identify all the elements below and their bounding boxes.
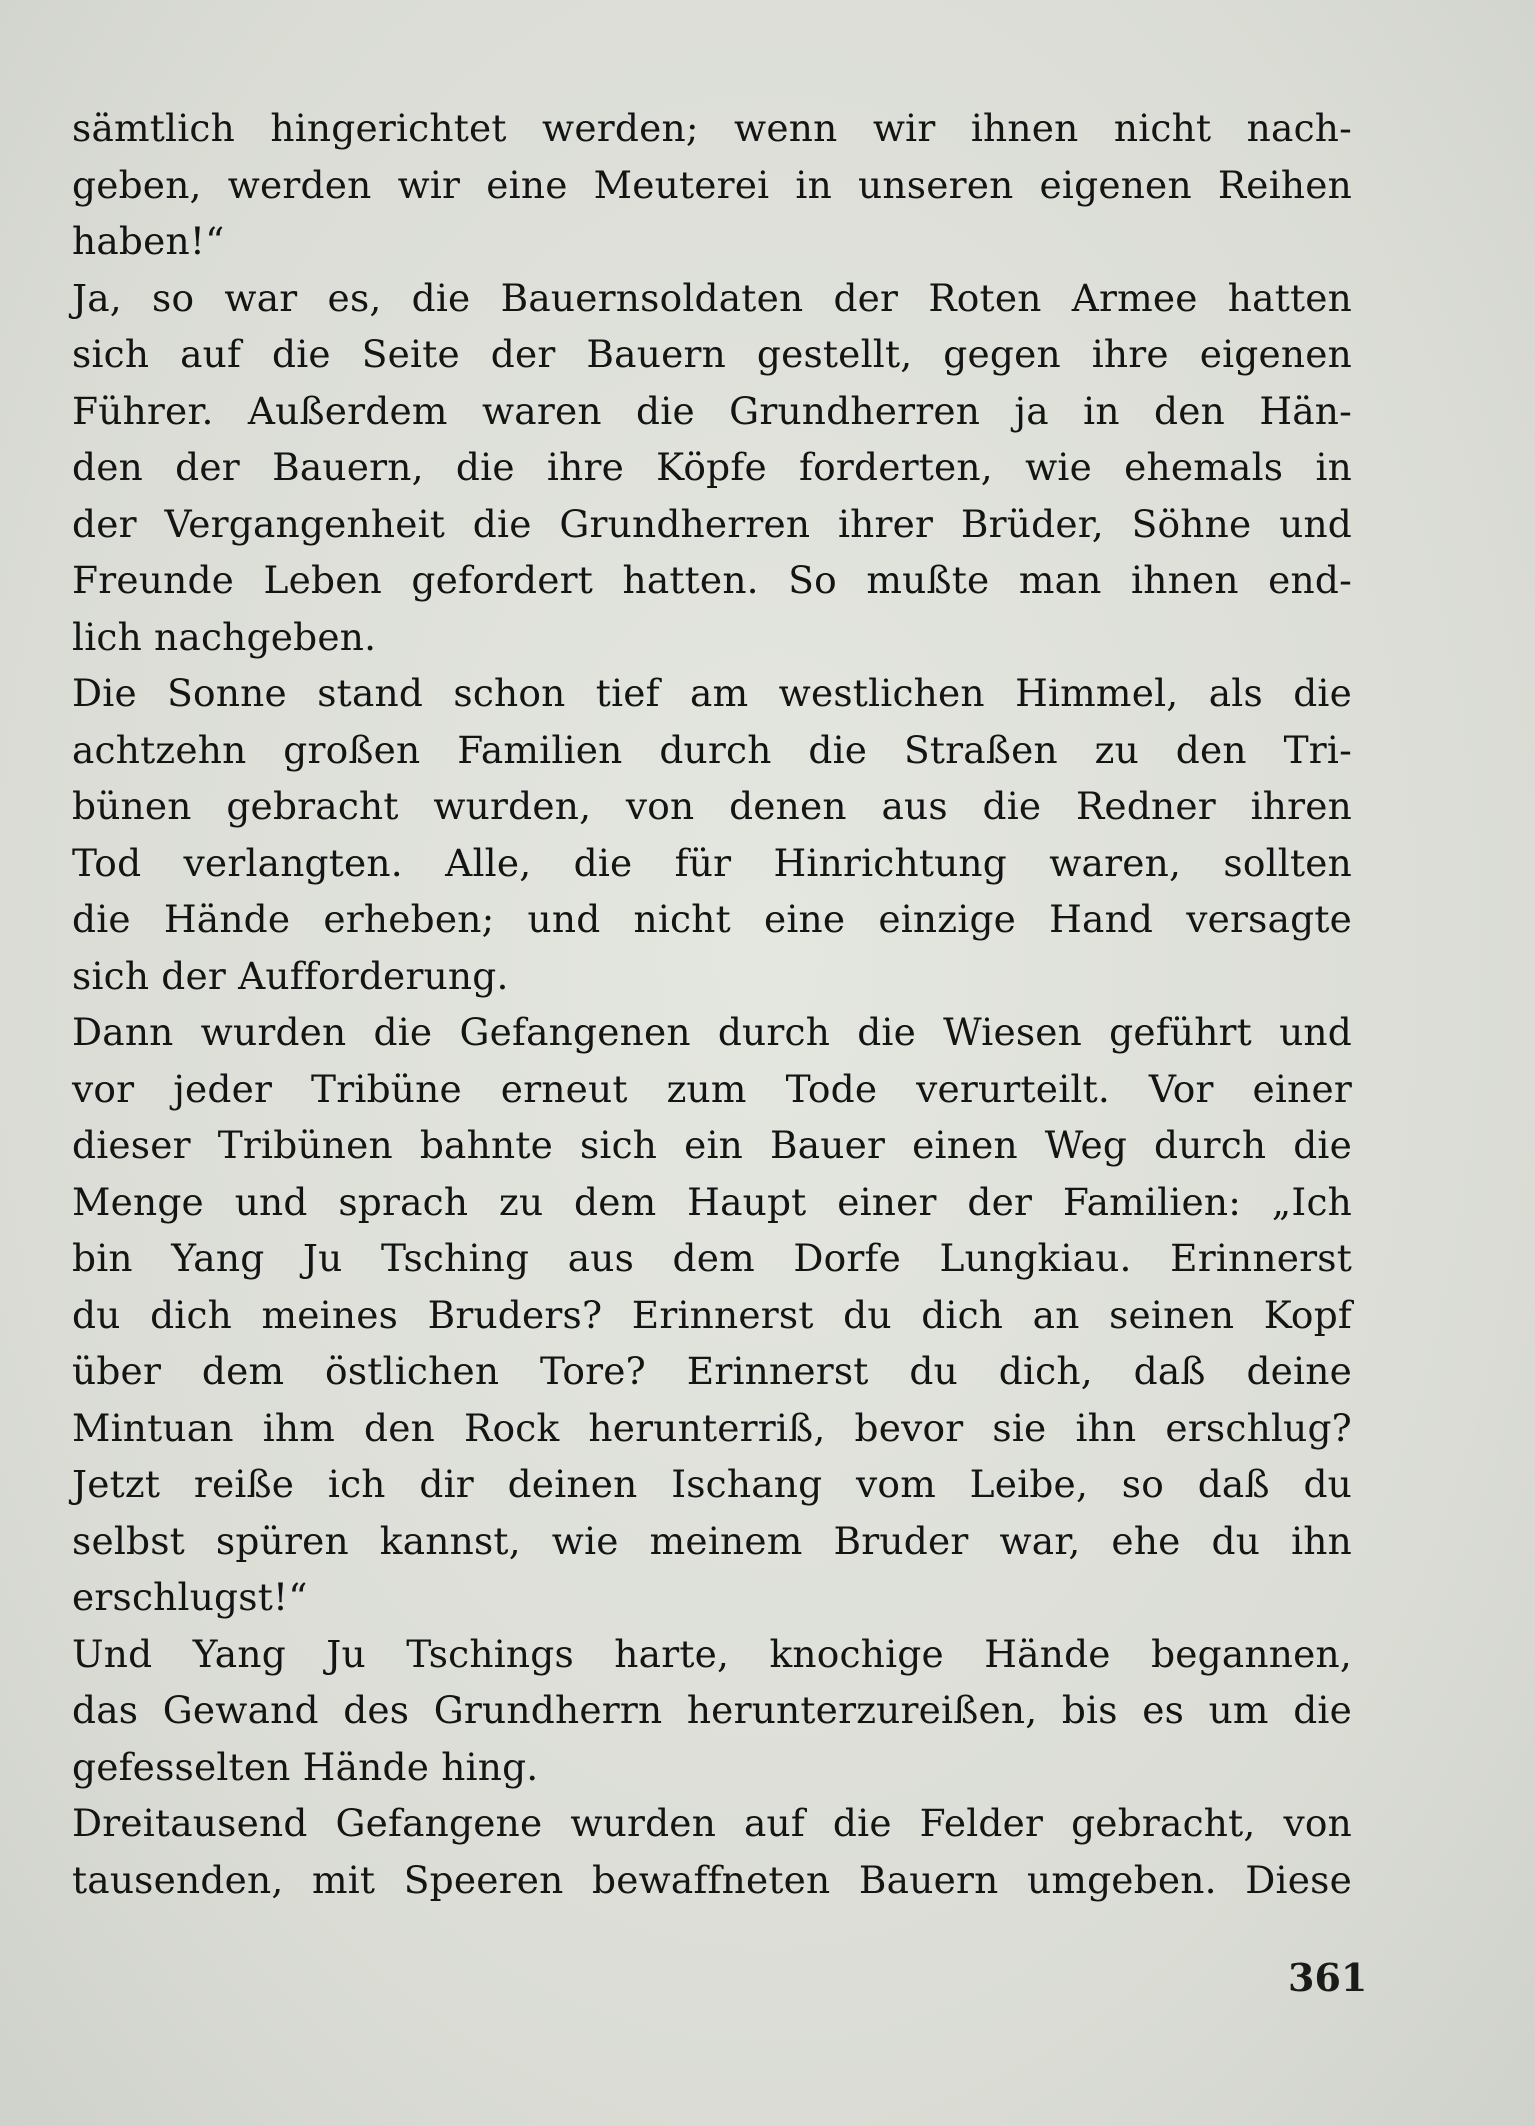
text-line: selbst spüren kannst, wie meinem Bruder war, ehe du ihn <box>72 1518 1352 1563</box>
text-line: sich der Aufforderung. <box>72 953 509 998</box>
text-line: Freunde Leben gefordert hatten. So mußte man ihnen end- <box>72 558 1352 602</box>
text-line: bünen gebracht wurden, von denen aus die Redner ihren <box>72 784 1352 828</box>
text-line: Jetzt reiße ich dir deinen Ischang vom Leibe, so daß du <box>72 1462 1352 1506</box>
text-line: die Hände erheben; und nicht eine einzige Hand versagte <box>72 897 1352 941</box>
text-line: über dem östlichen Tore? Erinnerst du dich, daß deine <box>72 1349 1352 1393</box>
text-line: der Vergangenheit die Grundherren ihrer Brüder, Söhne und <box>72 501 1352 546</box>
text-line: dieser Tribünen bahnte sich ein Bauer einen Weg durch die <box>72 1123 1352 1167</box>
text-line: Führer. Außerdem waren die Grundherren ja in den Hän- <box>72 388 1352 433</box>
text-line: Dreitausend Gefangene wurden auf die Felder gebracht, von <box>72 1801 1352 1845</box>
text-line: den der Bauern, die ihre Köpfe forderten, wie ehemals in <box>72 445 1352 489</box>
text-line: achtzehn großen Familien durch die Straßen zu den Tri- <box>72 727 1352 772</box>
text-line: vor jeder Tribüne erneut zum Tode verurteilt. Vor einer <box>72 1066 1352 1111</box>
text-line: Mintuan ihm den Rock herunterriß, bevor sie ihn erschlug? <box>72 1405 1352 1450</box>
text-line: bin Yang Ju Tsching aus dem Dorfe Lungkiau. Erinnerst <box>72 1236 1352 1280</box>
text-line: tausenden, mit Speeren bewaffneten Bauern umgeben. Diese <box>72 1857 1352 1902</box>
page-number: 361 <box>1288 1955 1368 2000</box>
text-line: erschlugst!“ <box>72 1575 308 1619</box>
text-line: gefesselten Hände hing. <box>72 1744 539 1789</box>
text-line: sich auf die Seite der Bauern gestellt, gegen ihre eigenen <box>72 332 1352 376</box>
text-line: Ja, so war es, die Bauernsoldaten der Roten Armee hatten <box>72 275 1352 320</box>
text-line: du dich meines Bruders? Erinnerst du dich an seinen Kopf <box>72 1292 1352 1337</box>
text-line: Tod verlangten. Alle, die für Hinrichtung waren, sollten <box>72 840 1352 885</box>
text-line: sämtlich hingerichtet werden; wenn wir ihnen nicht nach- <box>72 106 1352 150</box>
body-text <box>72 100 1352 1908</box>
text-line: Die Sonne stand schon tief am westlichen Himmel, als die <box>72 671 1352 715</box>
text-line: das Gewand des Grundherrn herunterzureißen, bis es um die <box>72 1688 1352 1732</box>
text-line: Menge und sprach zu dem Haupt einer der Familien: „Ich <box>72 1179 1352 1224</box>
text-line: geben, werden wir eine Meuterei in unseren eigenen Reihen <box>72 162 1352 207</box>
text-line: haben!“ <box>72 219 225 263</box>
text-line: lich nachgeben. <box>72 614 377 659</box>
text-line: Und Yang Ju Tschings harte, knochige Hände begannen, <box>72 1631 1352 1676</box>
text-line: Dann wurden die Gefangenen durch die Wiesen geführt und <box>72 1010 1352 1054</box>
